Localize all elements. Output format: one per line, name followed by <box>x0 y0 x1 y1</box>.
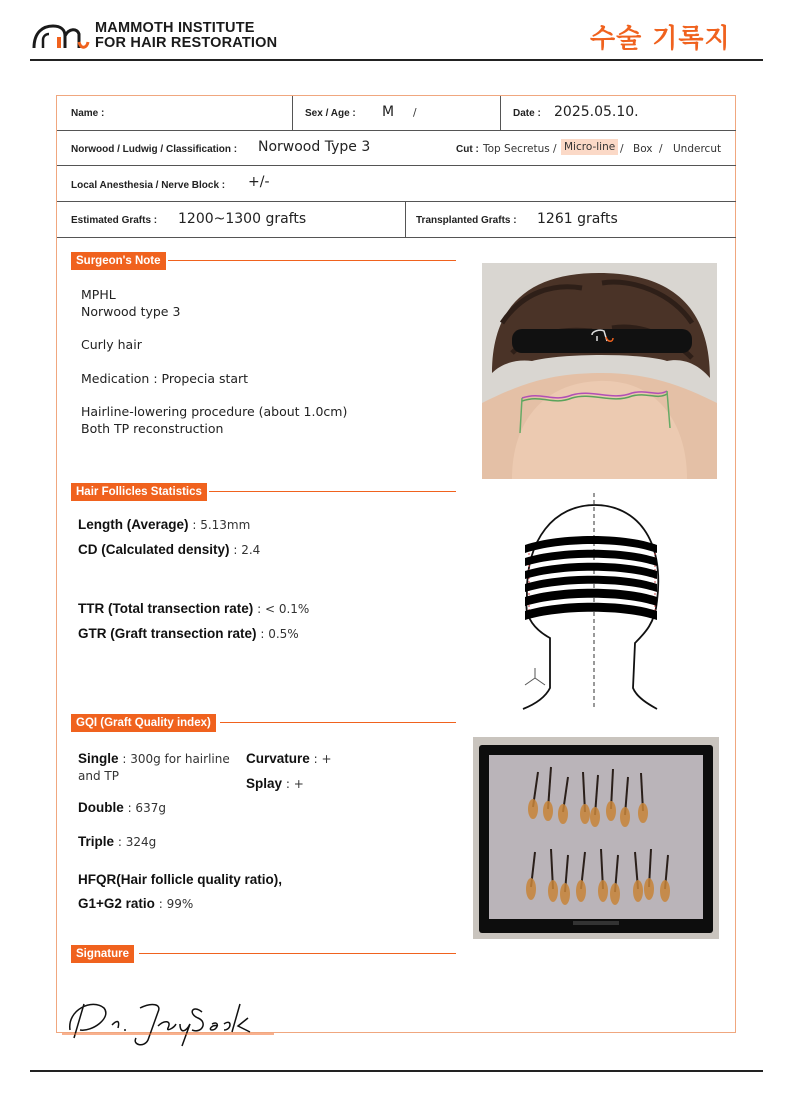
hairline-photo <box>482 263 717 479</box>
triple-value: : 324g <box>117 835 157 849</box>
header-divider <box>30 59 763 61</box>
transplanted-grafts-value: 1261 grafts <box>537 211 618 227</box>
logo-text <box>95 21 277 51</box>
cut-label: Cut : <box>456 144 479 155</box>
signature-image <box>62 990 277 1050</box>
cut-sep-2: / <box>620 143 624 155</box>
classification-label: Norwood / Ludwig / Classification : <box>71 144 238 155</box>
cut-option-top-secretus: Top Secretus <box>483 143 550 155</box>
estimated-grafts-label: Estimated Grafts : <box>71 215 158 226</box>
note-line-curly: Curly hair <box>81 337 142 352</box>
age-separator: / <box>413 107 417 119</box>
g1g2-value: : 99% <box>158 897 194 911</box>
curvature-stat <box>246 751 332 766</box>
donor-area-diagram <box>515 493 665 713</box>
signature-title: Signature <box>71 945 134 963</box>
signature-rule <box>139 953 456 954</box>
curvature-value: : + <box>313 752 332 766</box>
signature-scribble <box>62 990 277 1050</box>
length-stat <box>78 517 250 532</box>
note-line-hairline: Hairline-lowering procedure (about 1.0cm) <box>81 404 348 419</box>
logo-line1: MAMMOTH INSTITUTE <box>95 20 255 36</box>
cd-value: : 2.4 <box>233 543 261 557</box>
gqi-title: GQI (Graft Quality index) <box>71 714 216 732</box>
anesthesia-label: Local Anesthesia / Nerve Block : <box>71 180 226 191</box>
g1g2-stat <box>78 896 193 911</box>
single-value: : 300g for hairline <box>122 752 230 766</box>
logo <box>31 18 91 52</box>
surgeons-note-rule <box>168 260 456 261</box>
double-stat <box>78 800 166 815</box>
double-label: Double <box>78 800 124 815</box>
page-title: 수술 기록지 <box>590 24 731 54</box>
note-line-mphl: MPHL <box>81 287 116 302</box>
hfqr-label: HFQR(Hair follicle quality ratio), <box>78 872 283 887</box>
ttr-label: TTR (Total transection rate) <box>78 601 254 616</box>
transplanted-grafts-label: Transplanted Grafts : <box>416 215 517 226</box>
row4-sep <box>405 202 406 238</box>
splay-stat <box>246 776 304 791</box>
ttr-value: : < 0.1% <box>257 602 310 616</box>
cut-option-undercut: Undercut <box>673 143 722 155</box>
logo-line2: FOR HAIR RESTORATION <box>95 35 278 51</box>
date-value: 2025.05.10. <box>554 104 639 120</box>
estimated-grafts-value: 1200~1300 grafts <box>178 211 307 227</box>
triple-label: Triple <box>78 834 115 849</box>
classification-value: Norwood Type 3 <box>258 139 371 155</box>
row1-sep-1 <box>292 96 293 131</box>
length-label: Length (Average) <box>78 517 189 532</box>
double-value: : 637g <box>127 801 166 815</box>
note-line-tp: Both TP reconstruction <box>81 421 224 436</box>
cut-sep-3: / <box>659 143 663 155</box>
single-value-2: and TP <box>78 769 119 783</box>
cut-option-box: Box <box>633 143 653 155</box>
form-row-4 <box>57 202 736 238</box>
single-stat <box>78 750 230 785</box>
grafts-photo <box>473 737 719 939</box>
gqi-rule <box>220 722 456 723</box>
cut-sep-1: / <box>553 143 557 155</box>
splay-value: : + <box>285 777 304 791</box>
row1-sep-2 <box>500 96 501 131</box>
triple-stat <box>78 834 156 849</box>
date-label: Date : <box>513 108 541 119</box>
gtr-stat <box>78 626 299 641</box>
g1g2-label: G1+G2 ratio <box>78 896 155 911</box>
ttr-stat <box>78 601 309 616</box>
footer-divider <box>30 1070 763 1072</box>
splay-label: Splay <box>246 776 283 791</box>
surgeons-note-title: Surgeon's Note <box>71 252 166 270</box>
note-line-medication: Medication : Propecia start <box>81 371 249 386</box>
gtr-label: GTR (Graft transection rate) <box>78 626 257 641</box>
note-line-norwood: Norwood type 3 <box>81 304 181 319</box>
curvature-label: Curvature <box>246 751 310 766</box>
sex-age-label: Sex / Age : <box>305 108 356 119</box>
follicle-stats-title: Hair Follicles Statistics <box>71 483 207 501</box>
name-label: Name : <box>71 108 105 119</box>
follicle-stats-rule <box>209 491 456 492</box>
single-label: Single <box>78 751 119 766</box>
gtr-value: : 0.5% <box>260 627 299 641</box>
cd-label: CD (Calculated density) <box>78 542 230 557</box>
mammoth-logo-icon <box>31 18 91 52</box>
cut-option-micro-line: Micro-line <box>561 139 618 155</box>
hfqr-stat <box>78 872 282 887</box>
length-value: : 5.13mm <box>192 518 251 532</box>
cd-stat <box>78 542 260 557</box>
anesthesia-value: +/- <box>248 174 270 190</box>
sex-value: M <box>382 104 395 120</box>
